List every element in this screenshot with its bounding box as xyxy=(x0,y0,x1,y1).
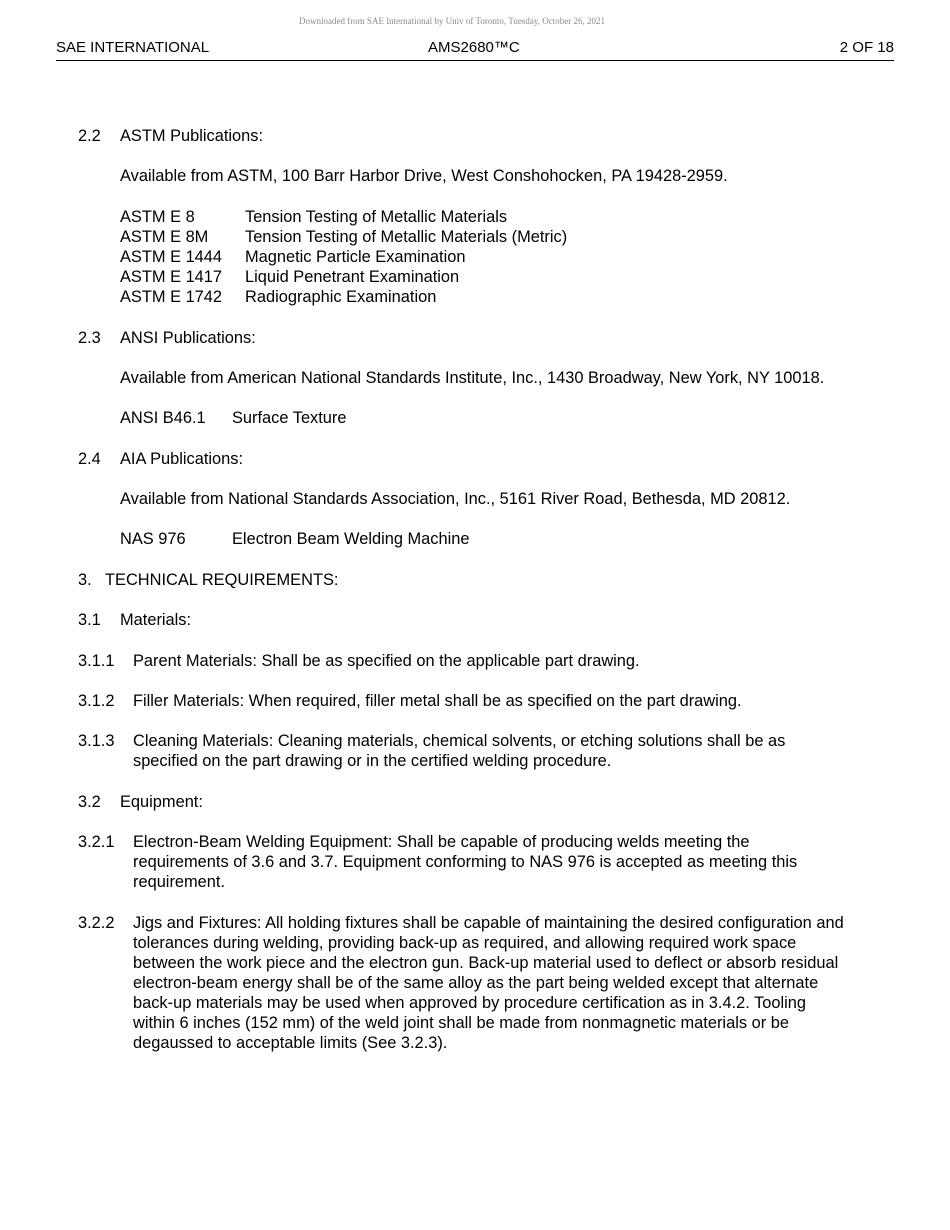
section-3-2-title: Equipment: xyxy=(120,793,203,811)
section-2-2-number: 2.2 xyxy=(78,127,101,145)
section-3-2-2-line: degaussed to acceptable limits (See 3.2.3). xyxy=(133,1034,448,1052)
section-3-1-2-text: Filler Materials: When required, filler metal shall be as specified on the part drawing. xyxy=(133,692,742,710)
section-3-1-1-number: 3.1.1 xyxy=(78,652,115,670)
section-3-number: 3. xyxy=(78,571,92,589)
section-3-1-3-line: Cleaning Materials: Cleaning materials, chemical solvents, or etching solutions shall be as xyxy=(133,732,786,750)
section-3-1-3-number: 3.1.3 xyxy=(78,732,115,750)
reference-title: Radiographic Examination xyxy=(245,288,437,306)
header-publisher: SAE INTERNATIONAL xyxy=(56,39,210,56)
reference-code: ASTM E 8 xyxy=(120,208,195,226)
section-2-2-title: ASTM Publications: xyxy=(120,127,264,145)
section-3-1-1-text: Parent Materials: Shall be as specified on the applicable part drawing. xyxy=(133,652,640,670)
page-header xyxy=(56,38,894,61)
section-2-4-title: AIA Publications: xyxy=(120,450,244,468)
section-3-2-2-line: back-up materials may be used when approved by procedure certification as in 3.4.2. Tooling xyxy=(133,994,807,1012)
reference-title: Surface Texture xyxy=(232,409,347,427)
section-2-2-availability: Available from ASTM, 100 Barr Harbor Drive, West Conshohocken, PA 19428-2959. xyxy=(120,167,728,185)
section-3-2-1-line: Electron-Beam Welding Equipment: Shall be capable of producing welds meeting the xyxy=(133,833,750,851)
section-2-4-number: 2.4 xyxy=(78,450,101,468)
section-3-2-1-line: requirements of 3.6 and 3.7. Equipment conforming to NAS 976 is accepted as meeting this xyxy=(133,853,798,871)
section-3-2-1-number: 3.2.1 xyxy=(78,833,115,851)
section-3-2-2-line: Jigs and Fixtures: All holding fixtures shall be capable of maintaining the desired configuration and xyxy=(133,914,844,932)
reference-code: NAS 976 xyxy=(120,530,186,548)
reference-code: ANSI B46.1 xyxy=(120,409,206,427)
section-3-2-2-line: within 6 inches (152 mm) of the weld joint shall be made from nonmagnetic materials or be xyxy=(133,1014,789,1032)
reference-code: ASTM E 1444 xyxy=(120,248,223,266)
reference-title: Tension Testing of Metallic Materials (Metric) xyxy=(245,228,568,246)
reference-title: Magnetic Particle Examination xyxy=(245,248,466,266)
reference-code: ASTM E 1417 xyxy=(120,268,223,286)
section-3-2-2-line: between the work piece and the electron gun. Back-up material used to deflect or absorb residual xyxy=(133,954,839,972)
section-2-3-title: ANSI Publications: xyxy=(120,329,256,347)
download-watermark: Downloaded from SAE International by Univ of Toronto, Tuesday, October 26, 2021 xyxy=(298,16,606,26)
header-document-id: AMS2680™C xyxy=(428,39,520,56)
section-3-2-2-line: electron-beam energy shall be of the same alloy as the part being welded except that alternate xyxy=(133,974,819,992)
reference-title: Liquid Penetrant Examination xyxy=(245,268,460,286)
section-3-2-number: 3.2 xyxy=(78,793,101,811)
reference-title: Tension Testing of Metallic Materials xyxy=(245,208,508,226)
section-3-1-2-number: 3.1.2 xyxy=(78,692,115,710)
reference-title: Electron Beam Welding Machine xyxy=(232,530,470,548)
section-2-3-availability: Available from American National Standards Institute, Inc., 1430 Broadway, New York, NY 10018. xyxy=(120,369,825,387)
section-3-2-2-number: 3.2.2 xyxy=(78,914,115,932)
reference-code: ASTM E 8M xyxy=(120,228,209,246)
section-3-1-number: 3.1 xyxy=(78,611,101,629)
section-3-2-1-line: requirement. xyxy=(133,873,226,891)
header-page-number: 2 OF 18 xyxy=(839,39,894,56)
section-3-2-2-line: tolerances during welding, providing back-up as required, and allowing required work space xyxy=(133,934,797,952)
section-3-title: TECHNICAL REQUIREMENTS: xyxy=(105,571,339,589)
section-3-1-title: Materials: xyxy=(120,611,192,629)
section-2-3-number: 2.3 xyxy=(78,329,101,347)
section-2-4-availability: Available from National Standards Association, Inc., 5161 River Road, Bethesda, MD 20812. xyxy=(120,490,791,508)
section-3-1-3-line: specified on the part drawing or in the certified welding procedure. xyxy=(133,752,612,770)
reference-code: ASTM E 1742 xyxy=(120,288,223,306)
